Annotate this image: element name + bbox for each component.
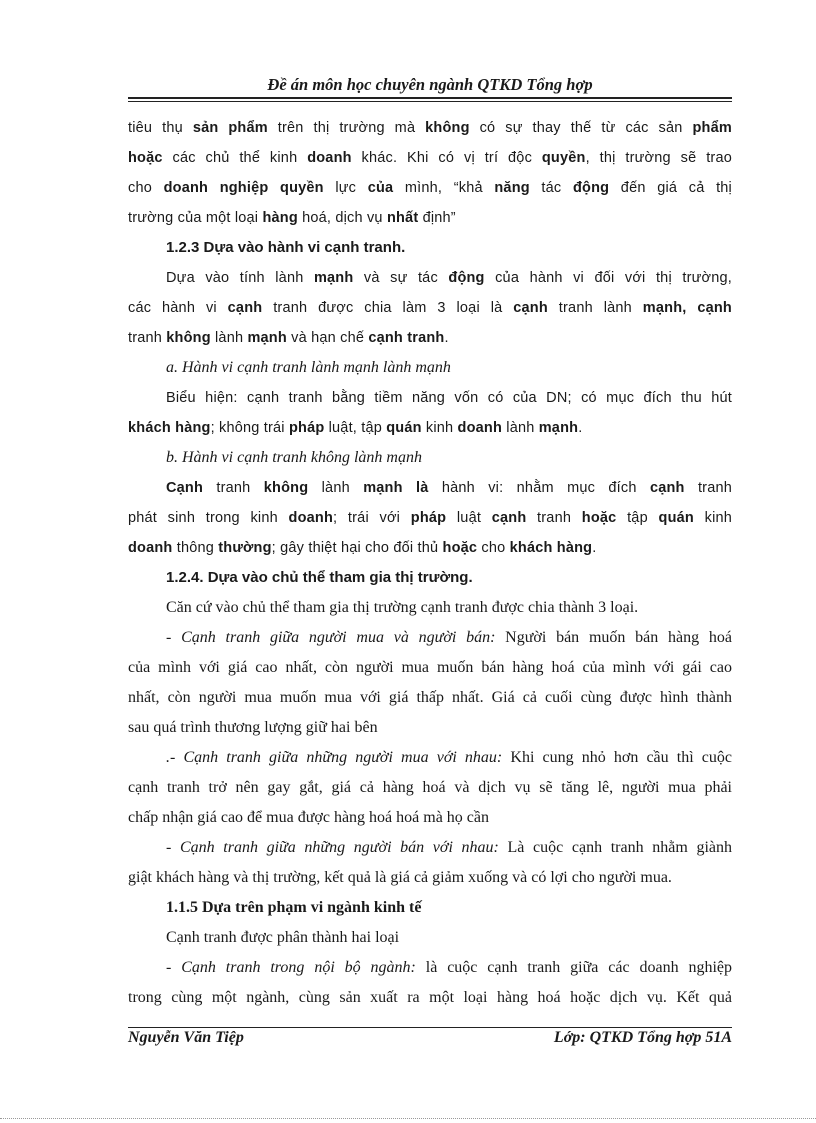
within-industry-line [128,953,732,983]
text-line: Cạnh tranh không lành mạnh là hành vi: nhằm mục đích cạnh tranh [166,480,732,496]
paragraph-1-2-4: Căn cứ vào chủ thể tham gia thị trường cạnh tranh được chia thành 3 loại. [166,599,639,616]
bold-run: nhất [386,210,419,226]
text-line: Dựa vào tính lành mạnh và sự tác động của hành vi đối với thị trường, [166,270,732,286]
bold-run: không [166,330,211,346]
text-line: phát sinh trong kinh doanh; trái với pháp luật cạnh tranh hoặc tập quán kinh [128,510,733,526]
footer-rule [128,1027,732,1028]
footer-class: Lớp: QTKD Tổng hợp 51A [553,1029,732,1046]
bold-run: doanh nghiệp quyền [163,180,324,196]
bold-run: khách hàng [128,420,211,436]
text-line: hoặc các chủ thể kinh doanh khác. Khi có vị trí độc quyền, thị trường sẽ trao [128,150,732,166]
text-line: tiêu thụ sản phẩm trên thị trường mà không có sự thay thế từ các sản phẩm [128,120,732,136]
bold-run: cạnh tranh [368,330,445,346]
bold-run: cạnh [227,300,263,316]
bold-run: mạnh [538,420,579,436]
text-line: Biểu hiện: cạnh tranh bằng tiềm năng vốn có của DN; có mục đích thu hút [166,390,732,406]
buyers-sellers-line: sau quá trình thương lượng giữ hai bên [128,719,378,736]
item-label: - Cạnh tranh giữa những người bán với nhau: [166,839,499,856]
bold-run: pháp [410,510,447,526]
text-line: cho doanh nghiệp quyền lực của mình, “khả năng tác động đến giá cả thị [128,180,732,196]
bold-run: Cạnh [166,480,204,496]
bold-run: động [572,180,610,196]
header-rule-thin [128,101,732,102]
body-text [128,113,732,1013]
heading-1-2-3: 1.2.3 Dựa vào hành vi cạnh tranh. [166,239,406,256]
bold-run: quyền [541,150,586,166]
item-label: - Cạnh tranh giữa người mua và người bán: [166,629,496,646]
page-edge-dotted [0,1118,816,1119]
among-buyers-line [128,743,732,773]
bold-run: doanh [128,540,173,556]
buyers-sellers-line: nhất, còn người mua muốn mua với giá thấp nhất. Giá cả cuối cùng được hình thành [128,689,732,706]
text-line: tranh không lành mạnh và hạn chế cạnh tranh. [128,330,449,346]
bold-run: mạnh, cạnh [642,300,732,316]
bold-run: mạnh là [363,480,429,496]
among-sellers-line: giật khách hàng và thị trường, kết quả là giá cả giảm xuống và có lợi cho người mua. [128,869,672,886]
bold-run: thường [218,540,272,556]
buyers-sellers-line: của mình với giá cao nhất, còn người mua muốn bán hàng hoá của mình với gái cao [128,659,732,676]
bold-run: năng [494,180,530,196]
bold-run: mạnh [247,330,287,346]
among-buyers-line: chấp nhận giá cao để mua được hàng hoá hoá mà họ cần [128,809,489,826]
bold-run: quán [658,510,694,526]
bold-run: không [425,120,470,136]
bold-run: mạnh [313,270,354,286]
bold-run: doanh [288,510,334,526]
bold-run: cạnh [513,300,548,316]
header-rule [128,97,732,99]
within-industry-line: trong cùng một ngành, cùng sản xuất ra một loại hàng hoá hoặc dịch vụ. Kết quả [128,989,732,1006]
subheading-a: a. Hành vi cạnh tranh lành mạnh lành mạnh [166,359,451,376]
bold-run: của [367,180,394,196]
bold-run: hoặc [128,150,163,166]
heading-1-1-5: 1.1.5 Dựa trên phạm vi ngành kinh tế [166,899,422,916]
text-span: là cuộc cạnh tranh giữa các doanh nghiệp [415,959,732,976]
among-buyers-line: cạnh tranh trở nên gay gắt, giá cả hàng hoá và dịch vụ sẽ tăng lê, người mua phải [128,779,732,796]
text-line: các hành vi cạnh tranh được chia làm 3 loại là cạnh tranh lành mạnh, cạnh [128,300,732,316]
bold-run: sản phẩm [192,120,268,136]
text-span: Là cuộc cạnh tranh nhằm giành [498,839,733,856]
paragraph-1-1-5: Cạnh tranh được phân thành hai loại [166,929,400,946]
bold-run: động [448,270,485,286]
subheading-b: b. Hành vi cạnh tranh không lành mạnh [166,449,422,466]
bold-run: doanh [457,420,503,436]
bold-run: cạnh [491,510,527,526]
bold-run: phẩm [692,120,732,136]
buyers-sellers-line [128,623,732,653]
bold-run: cạnh [649,480,685,496]
text-line: khách hàng; không trái pháp luật, tập quán kinh doanh lành mạnh. [128,420,583,436]
item-label: - Cạnh tranh trong nội bộ ngành: [166,959,416,976]
text-line: doanh thông thường; gây thiệt hại cho đối thủ hoặc cho khách hàng. [128,540,597,556]
text-span: Khi cung nhỏ hơn cầu thì cuộc [502,749,733,766]
among-sellers-line [128,833,732,863]
footer-author: Nguyễn Văn Tiệp [128,1029,244,1046]
bold-run: hàng [262,210,298,226]
bold-run: quán [386,420,422,436]
text-line: trường của một loại hàng hoá, dịch vụ nhất định” [128,210,456,226]
bold-run: doanh [307,150,352,166]
item-label: .- Cạnh tranh giữa những người mua với nhau: [166,749,503,766]
heading-1-2-4: 1.2.4. Dựa vào chủ thể tham gia thị trường. [166,569,473,586]
text-span: Người bán muốn bán hàng hoá [495,629,733,646]
bold-run: không [263,480,309,496]
bold-run: hoặc [581,510,617,526]
bold-run: hoặc [442,540,478,556]
bold-run: khách hàng [509,540,593,556]
page-header: Đề án môn học chuyên ngành QTKD Tổng hợp [267,75,593,94]
bold-run: pháp [288,420,325,436]
